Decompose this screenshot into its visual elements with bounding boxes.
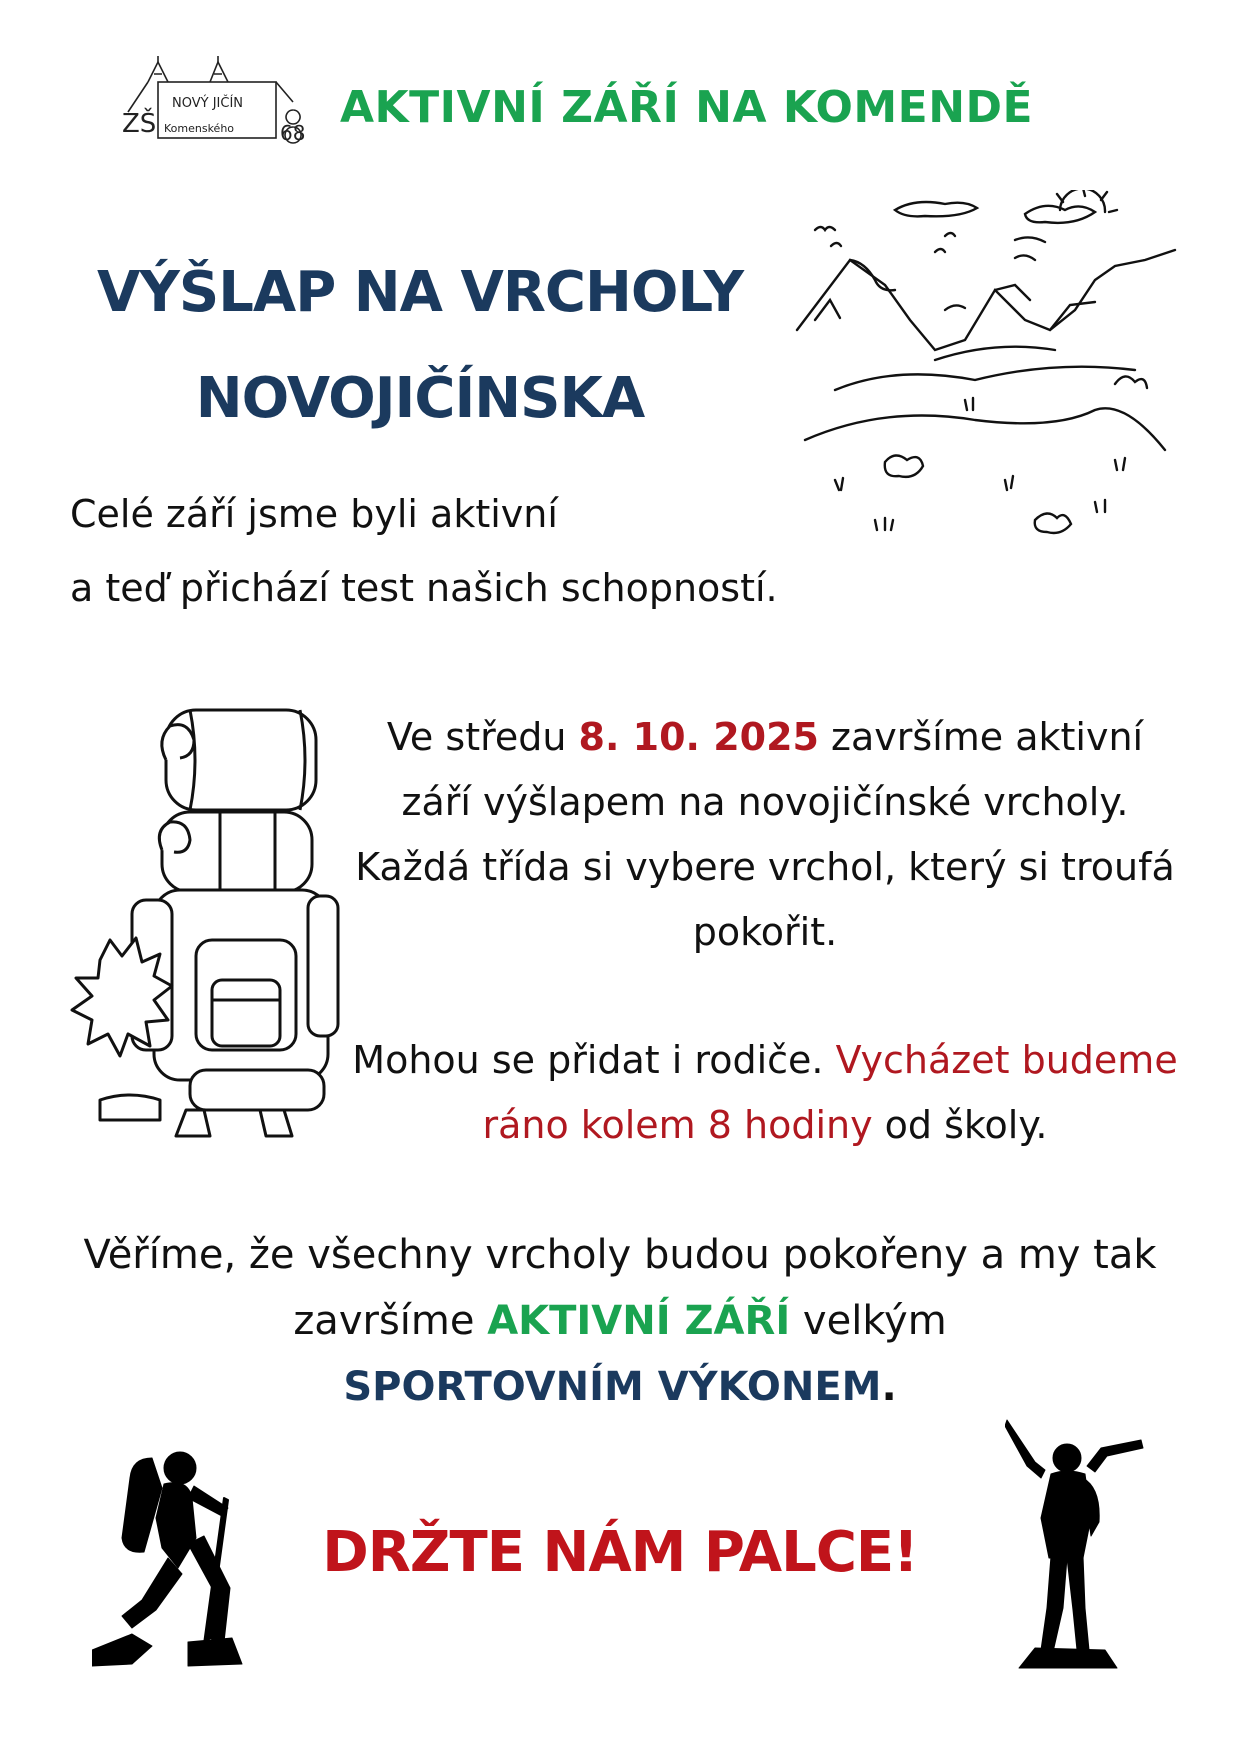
- event-text-part2: završíme aktivní září výšlapem na novojičínské vrcholy. Každá třída si vybere vrchol, který si troufá pokořit.: [355, 715, 1175, 954]
- closing-green-highlight: AKTIVNÍ ZÁŘÍ: [487, 1298, 791, 1344]
- main-title-line1: VÝŠLAP NA VRCHOLY: [96, 260, 744, 325]
- mountains-illustration: [795, 190, 1185, 570]
- closing-end: .: [881, 1364, 897, 1410]
- event-date: 8. 10. 2025: [578, 715, 819, 759]
- closing-navy-highlight: SPORTOVNÍM VÝKONEM: [343, 1364, 882, 1410]
- school-logo: [118, 52, 308, 147]
- intro-line1: Celé září jsme byli aktivní: [70, 492, 558, 536]
- hiker-silhouette-left: [92, 1428, 262, 1668]
- departure-highlight: Vycházet budeme ráno kolem 8 hodiny: [482, 1038, 1178, 1147]
- parents-text-part2: od školy.: [872, 1103, 1048, 1147]
- cheer-slogan: DRŽTE NÁM PALCE!: [322, 1520, 918, 1585]
- closing-text-part2: velkým: [790, 1298, 947, 1344]
- hiker-silhouette-right: [1005, 1418, 1145, 1670]
- event-paragraph: [350, 705, 1180, 965]
- closing-text-part1: Věříme, že všechny vrcholy budou pokořeny a my tak završíme: [83, 1232, 1157, 1344]
- backpack-illustration: [70, 700, 340, 1140]
- logo-text-prefix: ZŠ: [122, 109, 157, 139]
- logo-text-school: Komenského: [164, 122, 235, 135]
- intro-line2: a teď přichází test našich schopností.: [70, 566, 778, 610]
- parents-text-part1: Mohou se přidat i rodiče.: [352, 1038, 836, 1082]
- parents-paragraph: [350, 1028, 1180, 1158]
- main-title: [40, 240, 800, 452]
- logo-text-number: 68: [280, 121, 306, 145]
- closing-paragraph: [40, 1222, 1200, 1420]
- main-title-line2: NOVOJIČÍNSKA: [195, 366, 645, 431]
- header-title: AKTIVNÍ ZÁŘÍ NA KOMENDĚ: [340, 82, 1034, 133]
- event-text-part1: Ve středu: [386, 715, 579, 759]
- logo-text-town: NOVÝ JIČÍN: [172, 96, 243, 111]
